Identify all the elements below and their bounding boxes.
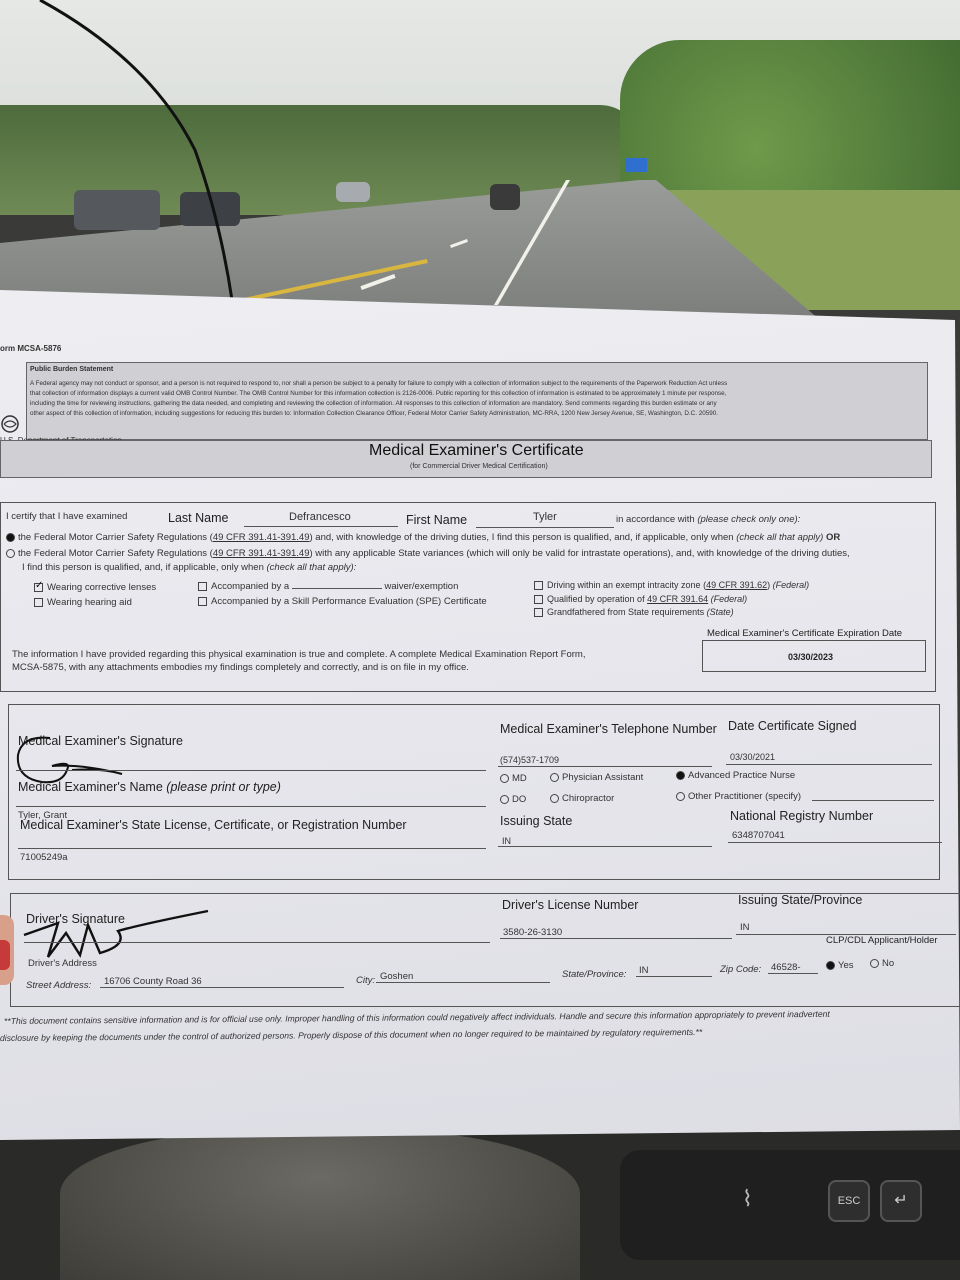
driver-signature[interactable]	[18, 905, 218, 965]
esc-key[interactable]: ESC	[828, 1180, 870, 1222]
registry-field[interactable]: 6348707041	[732, 830, 785, 841]
option-no[interactable]: No	[870, 958, 894, 969]
phone-field[interactable]: (574)537-1709	[500, 755, 560, 765]
page-title: Medical Examiner's Certificate	[369, 442, 584, 459]
checkbox-waiver[interactable]: Accompanied by a waiver/exemption	[198, 581, 458, 592]
date-signed-field[interactable]: 03/30/2021	[730, 752, 776, 762]
burden-text: A Federal agency may not conduct or sponsor, and a person is not required to respond to, nor shall a person be subject to a penalty for failure to comply with a collection of information subject to the requirements of the Paperwork Reduction Act unless	[30, 380, 728, 387]
state-label: State/Province:	[562, 969, 627, 980]
checkbox-icon[interactable]	[534, 608, 543, 617]
footer-notice: **This document contains sensitive information and is for official use only. Improper handling of this information could negatively affect individuals. Handle and secure this information appropriately to prevent inadvertent	[3, 1008, 830, 1026]
registry-label: National Registry Number	[730, 809, 874, 823]
burden-title: Public Burden Statement	[30, 366, 114, 373]
issuing-state-field[interactable]: IN	[502, 836, 511, 846]
field-underline	[768, 973, 818, 974]
form-id: orm MCSA-5876	[0, 344, 62, 353]
city-label: City:	[356, 975, 375, 986]
burden-text: that collection of information displays a current valid OMB Control Number. The OMB Control Number for this information collection is 2126-0006. Public reporting for this collection of information is estimated to be approximately 1 minute per response,	[30, 390, 727, 397]
signature-line	[16, 770, 486, 771]
option-state-variance[interactable]: the Federal Motor Carrier Safety Regulations (49 CFR 391.41-391.49) with any applicable State variances (which will only be valid for intrastate operations), and, with knowledge of the driving duties,	[6, 548, 850, 559]
field-underline	[812, 800, 934, 801]
checkbox-icon[interactable]	[34, 583, 43, 592]
state-field[interactable]: IN	[639, 965, 649, 976]
signature-line	[24, 942, 490, 943]
radio-no[interactable]	[870, 959, 879, 968]
option-pa[interactable]: Physician Assistant	[550, 772, 643, 783]
option-federal[interactable]: the Federal Motor Carrier Safety Regulations (49 CFR 391.41-391.49) and, with knowledge of the driving duties, I find this person is qualified, and, if applicable, only when (check all that apply) OR	[6, 532, 840, 543]
radio-yes[interactable]	[826, 961, 835, 970]
field-underline	[476, 527, 614, 528]
issuing-province-field[interactable]: IN	[740, 922, 750, 933]
radio-do[interactable]	[500, 795, 509, 804]
checkbox-grandfathered[interactable]: Grandfathered from State requirements (State)	[534, 607, 734, 617]
driver-license-label: Driver's License Number	[502, 898, 639, 912]
issuing-state-label: Issuing State	[500, 814, 573, 828]
last-name-label: Last Name	[168, 511, 229, 525]
page-subtitle: (for Commercial Driver Medical Certification)	[410, 463, 548, 470]
checkbox-icon[interactable]	[534, 595, 543, 604]
option-md[interactable]: MD	[500, 773, 527, 784]
checkbox-icon[interactable]	[198, 582, 207, 591]
option-apn[interactable]: Advanced Practice Nurse	[676, 770, 795, 781]
burden-text: other aspect of this collection of information, including suggestions for reducing this burden to: Information Collection Clearance Officer, Federal Motor Carrier Safety Administration, MC-RRA, 1200 New Jersey Avenue, SE, Washington, D.C. 20590.	[30, 410, 718, 417]
field-underline	[726, 764, 932, 765]
street-label: Street Address:	[26, 980, 92, 991]
radio-pa[interactable]	[550, 773, 559, 782]
checkbox-icon[interactable]	[198, 597, 207, 606]
zip-label: Zip Code:	[720, 964, 762, 975]
steering-wheel	[60, 1130, 580, 1280]
burden-text: including the time for reviewing instructions, gathering the data needed, and completing and reviewing the collection of information. All responses to this collection of information are mandatory. Send comments regarding this burden estimate or any	[30, 400, 717, 407]
phone-label: Medical Examiner's Telephone Number	[500, 722, 717, 736]
wiper-icon: ⌇	[742, 1186, 753, 1211]
license-label: Medical Examiner's State License, Certificate, or Registration Number	[20, 818, 407, 832]
option-yes[interactable]: Yes	[826, 960, 854, 971]
checkbox-hearing-aid[interactable]: Wearing hearing aid	[34, 597, 132, 608]
field-underline	[498, 766, 712, 767]
driver-address-label: Driver's Address	[28, 958, 97, 969]
checkbox-intracity[interactable]: Driving within an exempt intracity zone (49 CFR 391.62) (Federal)	[534, 580, 809, 590]
option-do[interactable]: DO	[500, 794, 526, 805]
option-chiropractor[interactable]: Chiropractor	[550, 793, 614, 804]
field-underline	[244, 526, 398, 527]
accordance-text: in accordance with (please check only one):	[616, 514, 801, 525]
radio-other[interactable]	[676, 792, 685, 801]
field-underline	[728, 842, 942, 843]
radio-md[interactable]	[500, 774, 509, 783]
checkbox-corrective-lenses[interactable]: ✓Wearing corrective lenses	[34, 582, 156, 593]
last-name-field[interactable]: Defrancesco	[289, 511, 351, 523]
checkbox-qualified[interactable]: Qualified by operation of 49 CFR 391.64 (Federal)	[534, 594, 747, 604]
checkbox-icon[interactable]	[34, 598, 43, 607]
certify-intro: I certify that I have examined	[6, 511, 128, 522]
enter-key-icon[interactable]: ↵	[880, 1180, 922, 1222]
driver-license-field[interactable]: 3580-26-3130	[503, 927, 563, 938]
field-underline	[498, 846, 712, 847]
driver-signature-label: Driver's Signature	[26, 912, 125, 926]
attestation-text: MCSA-5875, with any attachments embodies my findings completely and correctly, and is on file in my office.	[12, 662, 469, 673]
field-underline	[16, 806, 486, 807]
checkbox-icon[interactable]	[534, 581, 543, 590]
license-field[interactable]: 71005249a	[20, 852, 68, 863]
expiration-date-value[interactable]: 03/30/2023	[788, 652, 834, 662]
dot-logo-icon	[0, 414, 22, 434]
field-underline	[376, 982, 550, 983]
date-signed-label: Date Certificate Signed	[728, 719, 857, 733]
examiner-signature-label: Medical Examiner's Signature	[18, 734, 183, 748]
option-other[interactable]: Other Practitioner (specify)	[676, 791, 801, 802]
field-underline	[18, 848, 486, 849]
radio-apn[interactable]	[676, 771, 685, 780]
issuing-province-label: Issuing State/Province	[738, 893, 863, 907]
radio-federal[interactable]	[6, 533, 15, 542]
fingernail	[0, 940, 10, 970]
footer-notice: disclosure by keeping the documents under the control of authorized persons. Properly dispose of this document when no longer required to be maintained by regulatory requirements.**	[0, 1026, 703, 1043]
expiration-date-label: Medical Examiner's Certificate Expiration Date	[707, 628, 903, 639]
field-underline	[636, 976, 712, 977]
dashcam-cable	[0, 0, 960, 320]
radio-chiropractor[interactable]	[550, 794, 559, 803]
examiner-name-field[interactable]: Tyler, Grant	[18, 810, 68, 821]
first-name-label: First Name	[406, 513, 468, 527]
city-field[interactable]: Goshen	[380, 971, 414, 982]
street-field[interactable]: 16706 County Road 36	[104, 976, 202, 987]
clp-cdl-label: CLP/CDL Applicant/Holder	[826, 935, 938, 946]
attestation-text: The information I have provided regarding this physical examination is true and complete. A complete Medical Examination Report Form,	[12, 649, 586, 660]
option-state-variance-cont: I find this person is qualified, and, if applicable, only when (check all that apply):	[22, 562, 357, 573]
checkbox-spe[interactable]: Accompanied by a Skill Performance Evaluation (SPE) Certificate	[198, 596, 487, 607]
field-underline	[500, 938, 732, 939]
field-underline	[100, 987, 344, 988]
zip-field[interactable]: 46528-	[771, 962, 801, 973]
examiner-name-label: Medical Examiner's Name (please print or type)	[18, 780, 281, 794]
radio-state-variance[interactable]	[6, 549, 15, 558]
first-name-field[interactable]: Tyler	[533, 511, 557, 523]
